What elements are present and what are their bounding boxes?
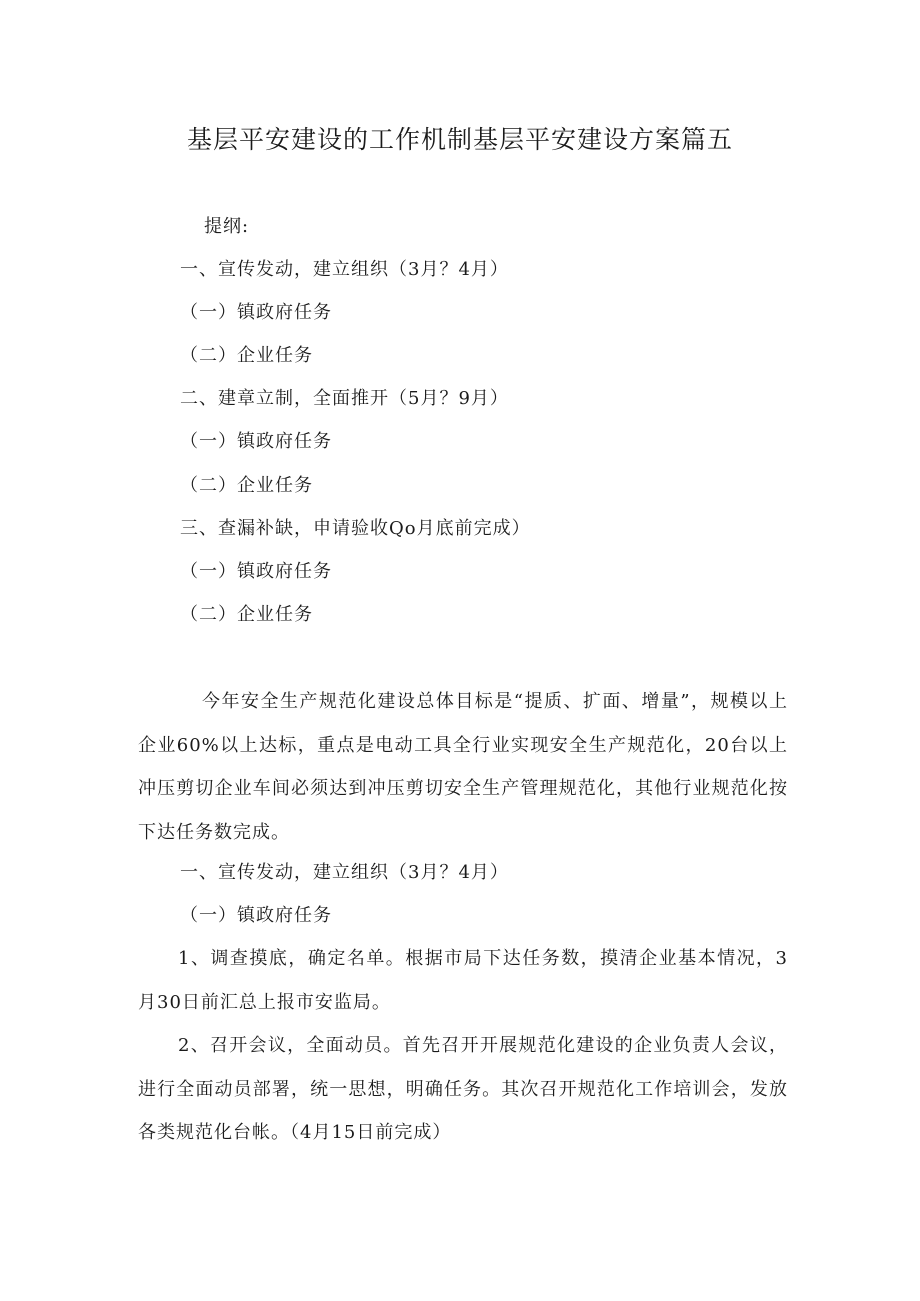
outline-item: （一）镇政府任务 — [180, 561, 332, 582]
outline-item: （二）企业任务 — [180, 604, 313, 625]
outline-item: （二）企业任务 — [180, 475, 313, 496]
outline-item: 三、查漏补缺，申请验收Qo月底前完成） — [180, 518, 531, 539]
section-heading: 一、宣传发动，建立组织（3月？4月） — [180, 862, 509, 883]
outline-item: 一、宣传发动，建立组织（3月？4月） — [180, 259, 509, 280]
task-item-1: 1、调查摸底，确定名单。根据市局下达任务数，摸清企业基本情况，3月30日前汇总上报市安监局。 — [138, 948, 788, 1013]
outline-item: （一）镇政府任务 — [180, 431, 332, 452]
outline-item: （一）镇政府任务 — [180, 302, 332, 323]
outline-heading: 提纲: — [204, 216, 250, 237]
document-title: 基层平安建设的工作机制基层平安建设方案篇五 — [186, 125, 733, 154]
intro-paragraph: 今年安全生产规范化建设总体目标是“提质、扩面、增量”，规模以上企业60%以上达标，重点是电动工具全行业实现安全生产规范化，20台以上冲压剪切企业车间必须达到冲压剪切安全生产管理规范化，其他行业规范化按下达任务数完成。 — [138, 691, 788, 843]
task-item-2: 2、召开会议，全面动员。首先召开开展规范化建设的企业负责人会议，进行全面动员部署，统一思想，明确任务。其次召开规范化工作培训会，发放各类规范化台帐。（4月15日前完成） — [138, 1035, 788, 1143]
outline-item: （二）企业任务 — [180, 345, 313, 366]
outline-item: 二、建章立制，全面推开（5月？9月） — [180, 388, 509, 409]
subsection-heading: （一）镇政府任务 — [180, 905, 332, 926]
